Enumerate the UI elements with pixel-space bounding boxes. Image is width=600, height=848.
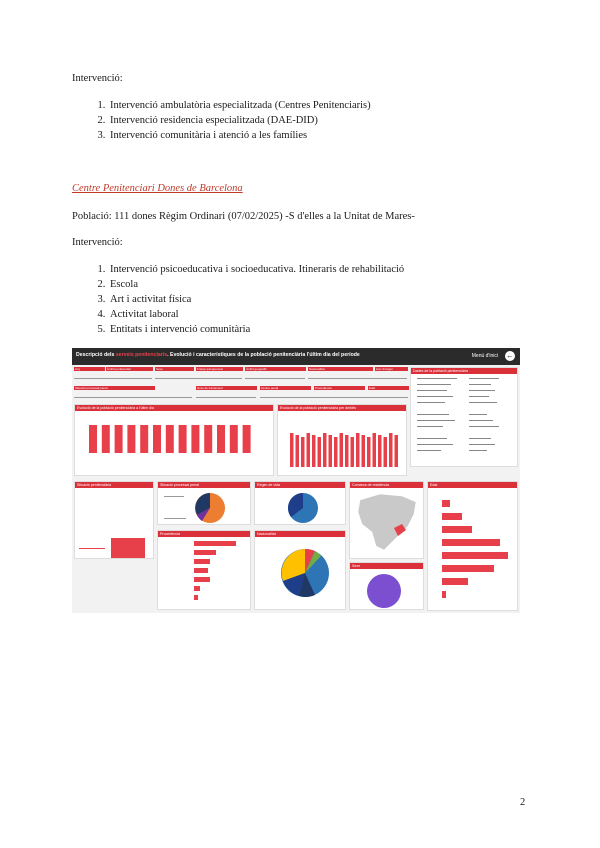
bar [243, 425, 251, 453]
info-lines [411, 374, 518, 467]
list-item: 4. Activitat laboral [108, 307, 404, 322]
dashboard-title: Descripció dels serveis penitenciaris. Evolució i característiques de la població penitenciària l'últim dia del període [76, 352, 360, 358]
list-item: 1. Intervenció psicoeducativa i socioeducativa. Itineraris de rehabilitació [108, 262, 404, 277]
panel-title: Nacionalitat [255, 531, 345, 537]
regim-pie [255, 488, 346, 525]
bar [194, 541, 236, 546]
filter-label: Grau de tractament [196, 386, 257, 390]
panel-title: Situació processal penal [158, 482, 250, 488]
situacio-bar [75, 488, 154, 559]
bar [111, 538, 145, 558]
bar [323, 433, 327, 467]
panel-title: Situació penitenciària [75, 482, 153, 488]
evolution-area-panel [277, 404, 407, 476]
bar [166, 425, 174, 453]
panel-title: Evolució de la població penitenciària a l'últim dia [75, 405, 273, 411]
bar [307, 433, 311, 467]
bar [442, 526, 472, 533]
filter-label: Edat [368, 386, 409, 390]
filter-label: Àmbit geogràfic [245, 367, 306, 371]
bar [442, 552, 508, 559]
list-item: 3. Intervenció comunitària i atenció a les famílies [108, 128, 371, 143]
bar [340, 433, 344, 467]
list-item: 5. Entitats i intervenció comunitària [108, 322, 404, 337]
filter-label: Àmbit penitenciari [106, 367, 153, 371]
bar [153, 425, 161, 453]
filter-select[interactable] [155, 373, 242, 379]
bar [442, 591, 446, 598]
filter-label: Centre penal [260, 386, 311, 390]
nacionalitat-panel [254, 530, 346, 610]
filter-label: Nacionalitat [308, 367, 373, 371]
bar [115, 425, 123, 453]
dashboard-header [72, 348, 520, 365]
bar [373, 433, 377, 467]
filter-label: Any [74, 367, 105, 371]
filter-select[interactable] [260, 392, 408, 398]
procedencia-bars [158, 537, 251, 610]
page-number: 2 [520, 797, 526, 808]
bar [194, 586, 200, 591]
bar [194, 577, 210, 582]
bar [194, 559, 210, 564]
bar [345, 435, 349, 467]
edat-bars [428, 488, 518, 611]
bar [442, 539, 500, 546]
bar [296, 435, 300, 467]
situacio-panel [74, 481, 154, 559]
info-panel [410, 367, 518, 467]
evolution-bars [75, 411, 274, 476]
section-heading-link[interactable]: Centre Penitenciari Dones de Barcelona [72, 183, 243, 194]
bar [442, 565, 494, 572]
panel-title: Procedència [158, 531, 250, 537]
panel-title: Dades de la població penitenciària [411, 368, 517, 374]
filter-label: Franja quinquennal [196, 367, 243, 371]
filter-label: Sexe [155, 367, 194, 371]
bar [194, 550, 216, 555]
catalonia-map [350, 488, 424, 559]
filter-label: Procedència [314, 386, 365, 390]
arrow-left-icon[interactable]: ← [506, 351, 514, 360]
bar [179, 425, 187, 453]
bar [290, 433, 294, 467]
bar [102, 425, 110, 453]
back-link[interactable]: Menú d'inici [471, 353, 498, 359]
bar [312, 435, 316, 467]
procedencia-panel [157, 530, 251, 610]
processal-pie [158, 488, 251, 525]
bar [442, 513, 462, 520]
bar [194, 568, 208, 573]
bar [191, 425, 199, 453]
list-item: 1. Intervenció ambulatòria especialitzada (Centres Penitenciaris) [108, 98, 371, 113]
list-item: 2. Escola [108, 277, 404, 292]
panel-title: Edat [428, 482, 517, 488]
dashboard-image [72, 348, 520, 613]
bar [442, 578, 468, 585]
intervencio-label-2: Intervenció: [72, 237, 123, 248]
intervencio-list-1 [90, 98, 371, 143]
bar [194, 595, 198, 600]
filter-select[interactable] [308, 373, 407, 379]
bar [351, 437, 355, 467]
edat-bar-panel [427, 481, 518, 611]
panel-title: Règim de vida [255, 482, 345, 488]
bar [395, 435, 399, 467]
bar [384, 437, 388, 467]
bar [334, 437, 338, 467]
bar [442, 500, 450, 507]
nacionalitat-pie [255, 537, 346, 610]
bar [230, 425, 238, 453]
bar [367, 437, 371, 467]
bar [217, 425, 225, 453]
list-item: 2. Intervenció residencia especialitzada (DAE-DID) [108, 113, 371, 128]
bar [318, 437, 322, 467]
filter-label: Situació processal penal [74, 386, 155, 390]
evolution-bar-panel [74, 404, 274, 476]
filter-select[interactable] [74, 392, 192, 398]
list-item: 3. Art i activitat física [108, 292, 404, 307]
sexe-pie [350, 569, 424, 610]
bar [127, 425, 135, 453]
intervencio-list-2 [90, 262, 404, 337]
panel-title: Evolució de la població penitenciària per àmbits [278, 405, 406, 411]
bar [89, 425, 97, 453]
bar [140, 425, 148, 453]
comarca-map-panel [349, 481, 424, 559]
evolution-detail-bars [278, 411, 407, 476]
panel-title: Sexe [350, 563, 423, 569]
filter-select[interactable] [196, 392, 256, 398]
bar [204, 425, 212, 453]
bar [389, 433, 393, 467]
bar [378, 435, 382, 467]
sexe-pie-panel [349, 562, 424, 610]
bar [362, 435, 366, 467]
poblacio-text: Població: 111 dones Règim Ordinari (07/02/2025) -S d'elles a la Unitat de Mares- [72, 211, 415, 222]
regim-pie-panel [254, 481, 346, 525]
processal-pie-panel [157, 481, 251, 525]
filter-select[interactable] [245, 373, 305, 379]
filter-select[interactable] [74, 373, 152, 379]
bar [329, 435, 333, 467]
intervencio-label-1: Intervenció: [72, 73, 123, 84]
bar [301, 437, 305, 467]
panel-title: Comarca de residència [350, 482, 423, 488]
filter-label: Lloc d'origen [375, 367, 408, 371]
bar [356, 433, 360, 467]
